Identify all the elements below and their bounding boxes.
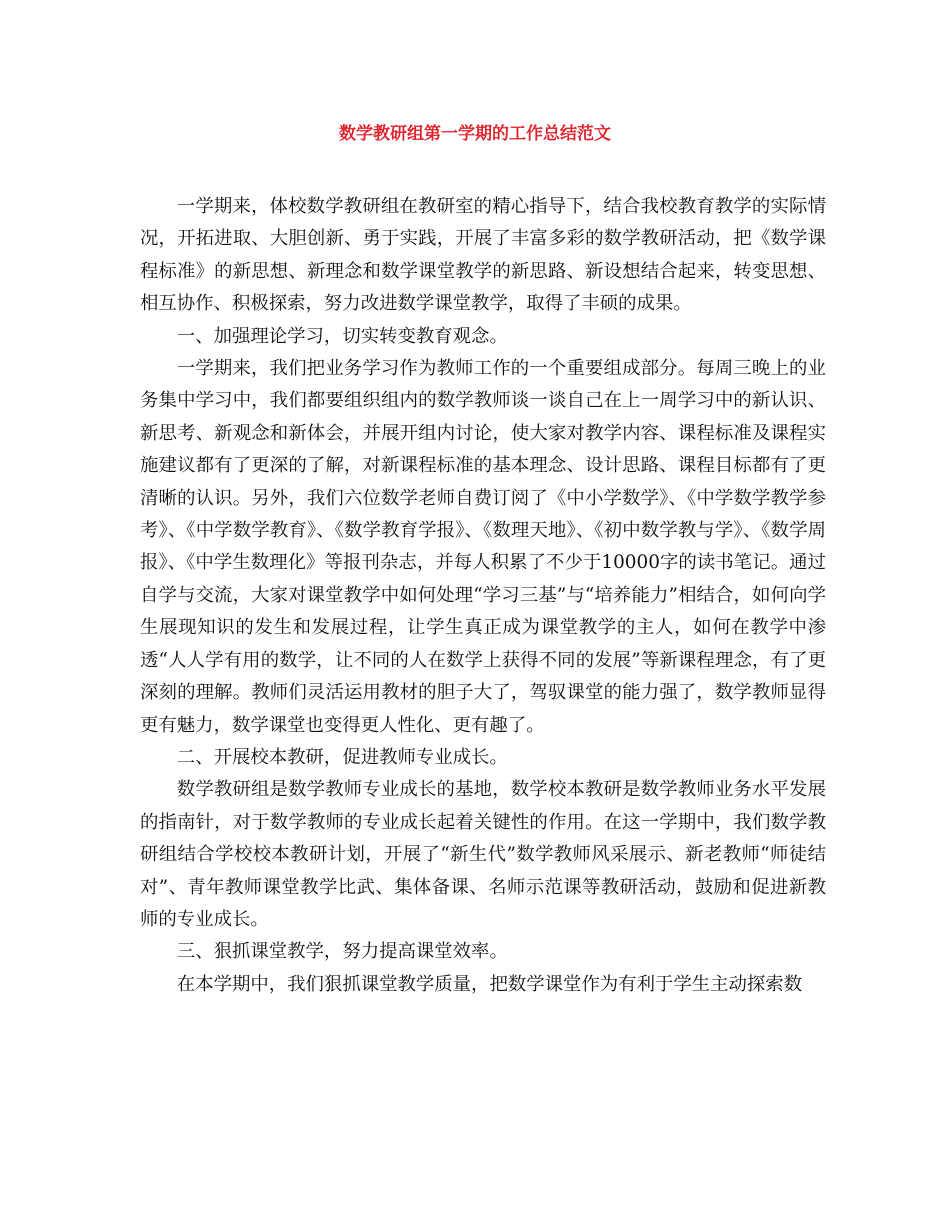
paragraph-section-3: 在本学期中，我们狠抓课堂教学质量，把数学课堂作为有利于学生主动探索数 — [176, 973, 803, 995]
paragraph-intro: 一学期来，体校数学教研组在教研室的精心指导下，结合我校教育教学的实际情况，开拓进取、大胆创新、勇于实践，开展了丰富多彩的数学教研活动，把《数学课程标准》的新思想、新理念和数学课堂教学的新思路、新设想结合起来，转变思想、相互协作、积极探索，努力改进数学课堂教学，取得了丰硕的成果。 — [140, 196, 826, 315]
section-heading-3: 三、狠抓课堂教学，努力提高课堂效率。 — [176, 941, 508, 963]
document-title: 数学教研组第一学期的工作总结范文 — [339, 124, 611, 144]
section-heading-1: 一、加强理论学习，切实转变教育观念。 — [176, 325, 508, 347]
paragraph-section-1: 一学期来，我们把业务学习作为教师工作的一个重要组成部分。每周三晚上的业务集中学习中，我们都要组织组内的数学教师谈一谈自己在上一周学习中的新认识、新思考、新观念和新体会，并展开组内讨论，使大家对教学内容、课程标准及课程实施建议都有了更深的了解，对新课程标准的基本理念、设计思路、课程目标都有了更清晰的认识。另外，我们六位数学老师自费订阅了《中小学数学》、《中学数学教学参考》、《中学数学教育》、《数学教育学报》、《数理天地》、《初中数学教与学》、《数学周报》、《中学生数理化》等报刊杂志，并每人积累了不少于10000字的读书笔记。通过自学与交流，大家对课堂教学中如何处理“学习三基”与“培养能力”相结合，如何向学生展现知识的发生和发展过程，让学生真正成为课堂教学的主人，如何在教学中渗透“人人学有用的数学，让不同的人在数学上获得不同的发展”等新课程理念，有了更深刻的理解。教师们灵活运用教材的胆子大了，驾驭课堂的能力强了，数学教师显得更有魅力，数学课堂也变得更人性化、更有趣了。 — [140, 358, 826, 736]
document-body — [140, 191, 826, 1001]
section-heading-2: 二、开展校本教研，促进教师专业成长。 — [176, 746, 508, 768]
paragraph-section-2: 数学教研组是数学教师专业成长的基地，数学校本教研是数学教师业务水平发展的指南针，对于数学教师的专业成长起着关键性的作用。在这一学期中，我们数学教研组结合学校校本教研计划，开展了“新生代”数学教师风采展示、新老教师“师徒结对”、青年教师课堂教学比武、集体备课、名师示范课等教研活动，鼓励和促进新教师的专业成长。 — [140, 779, 826, 930]
